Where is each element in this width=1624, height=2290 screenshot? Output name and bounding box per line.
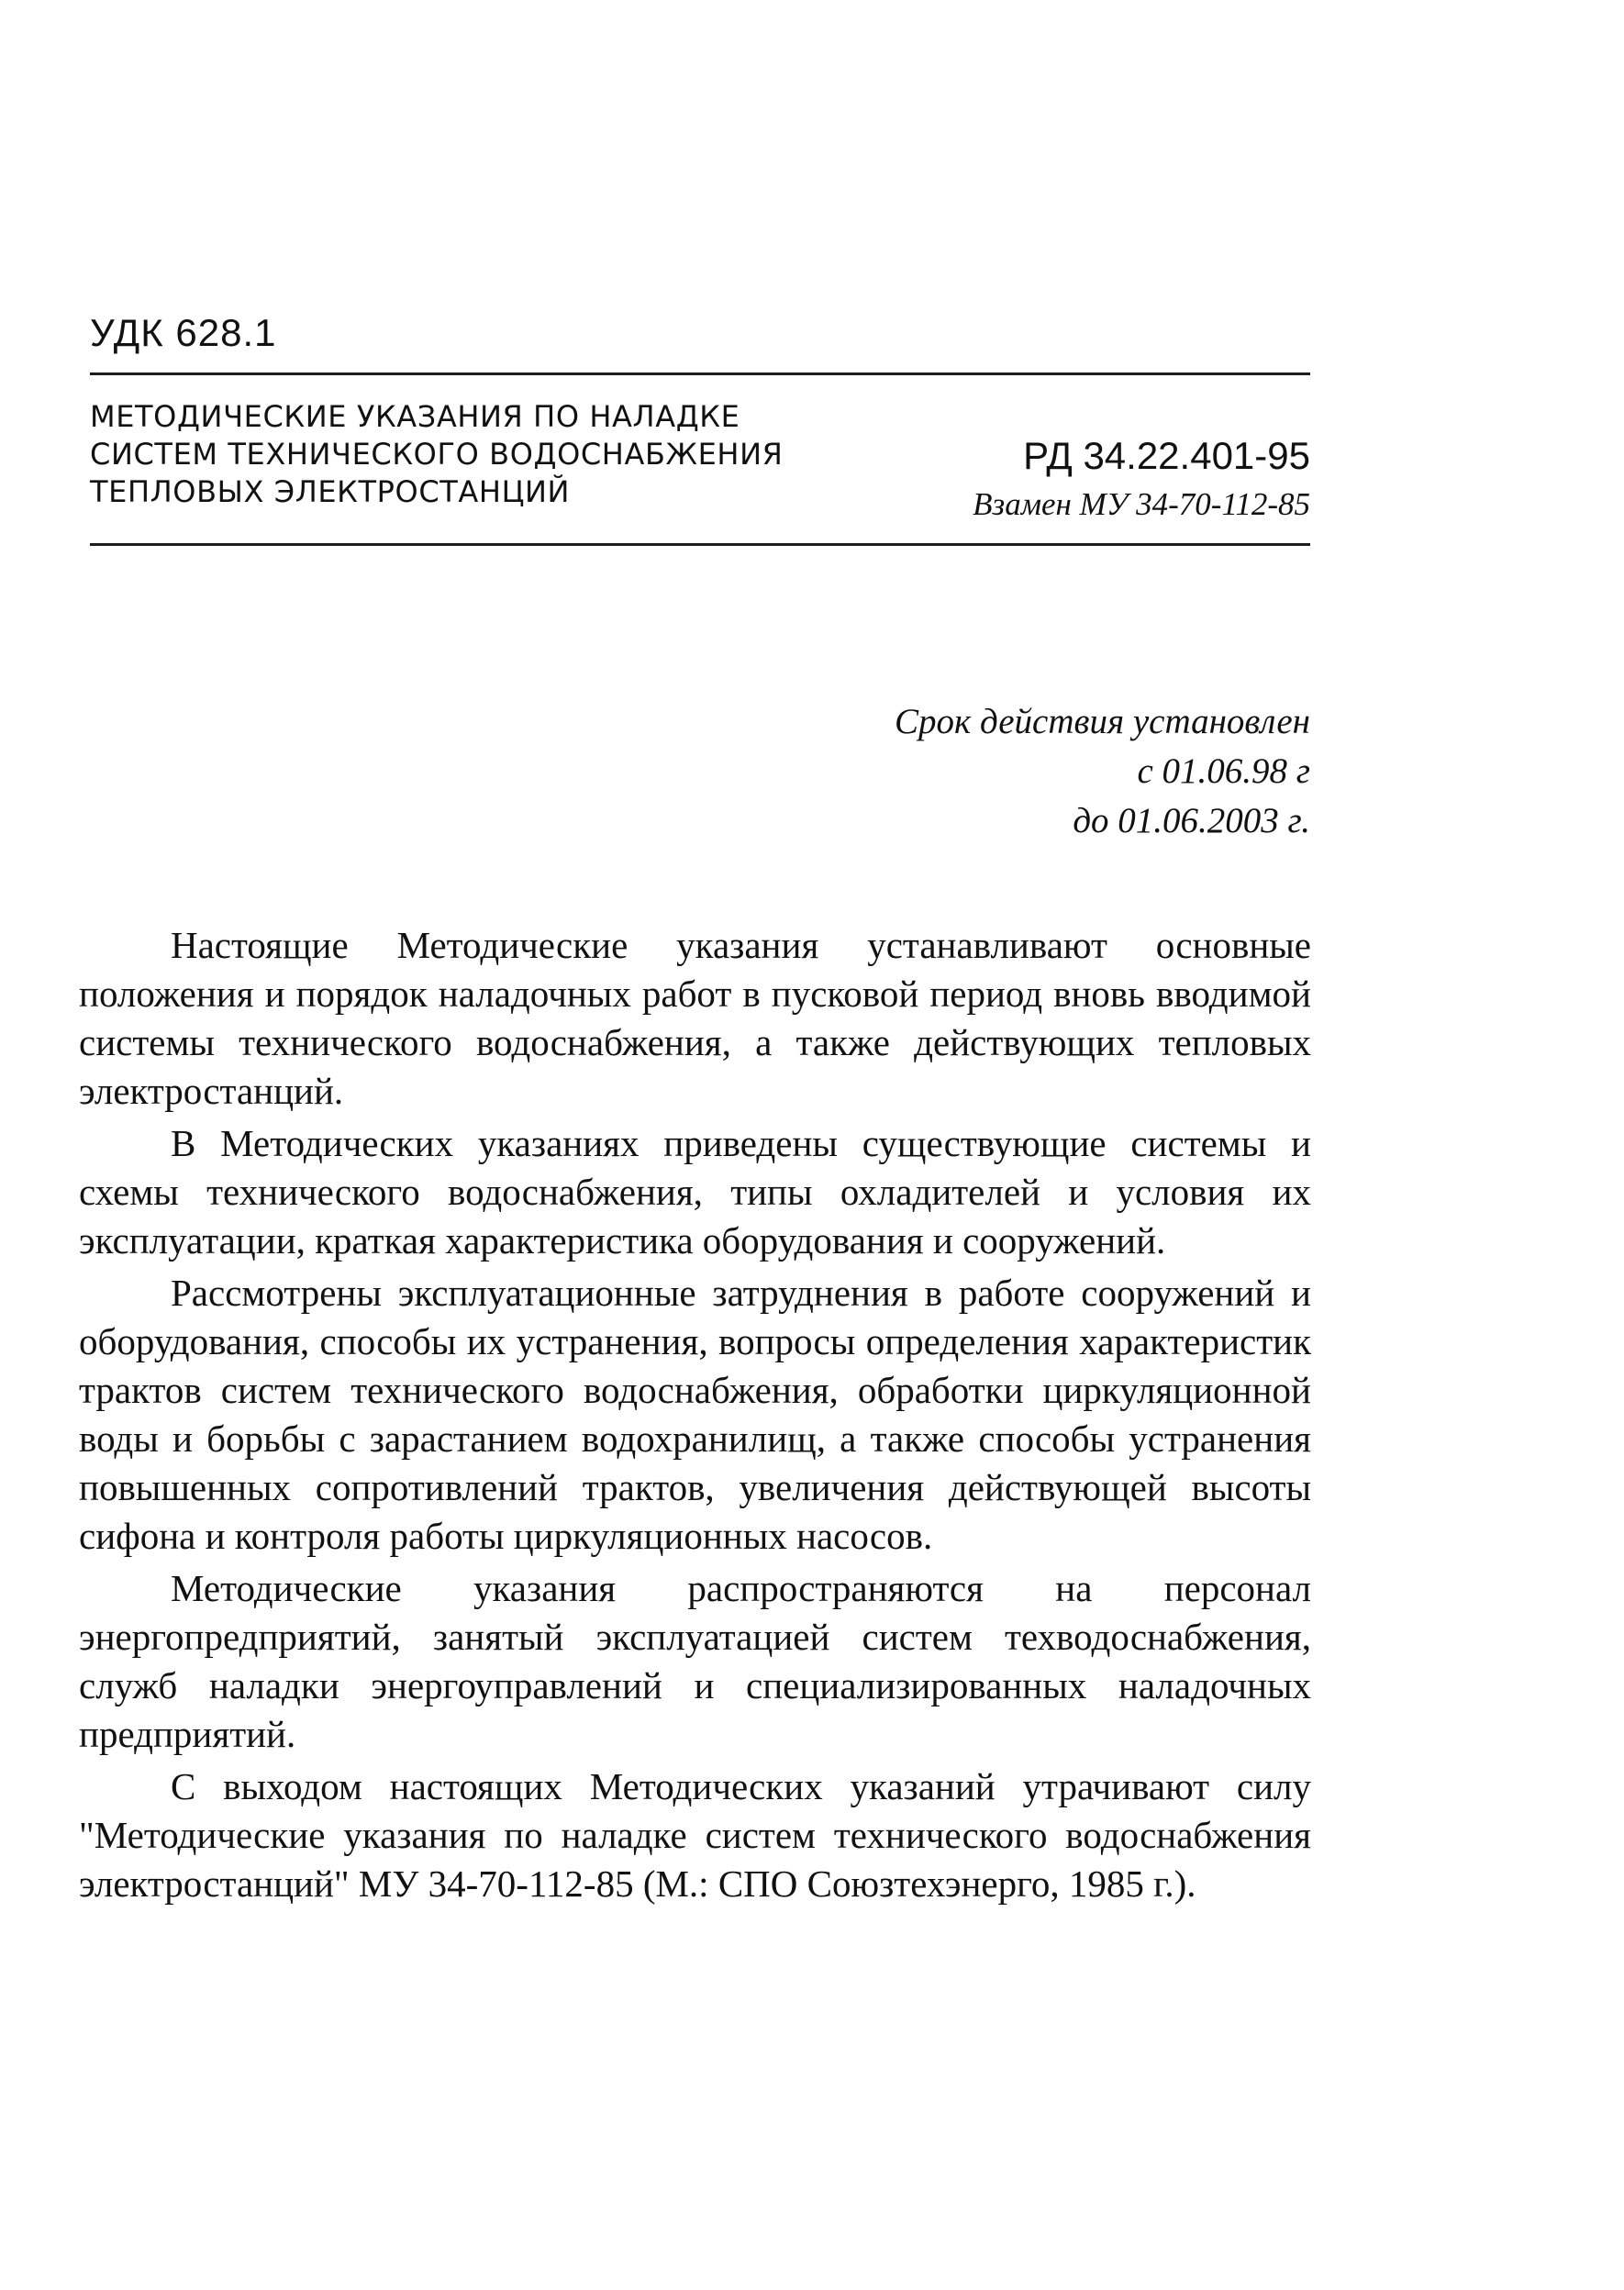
replaces-note: Взамен МУ 34-70-112-85: [973, 486, 1310, 522]
validity-end-date: до 01.06.2003 г.: [1073, 801, 1310, 840]
body-text: [79, 921, 1311, 1912]
validity-start-date: с 01.06.98 г: [1137, 751, 1310, 791]
body-paragraph: Рассмотрены эксплуатационные затруднения в работе сооружений и оборудования, способы их устранения, вопросы определения характеристик трактов систем технического водоснабжения, обработки циркуляционной воды и борьбы с зарастанием водохранилищ, а также способы устранения повышенных сопротивлений трактов, увеличения действующей высоты сифона и контроля работы циркуляционных насосов.: [79, 1272, 1311, 1557]
body-paragraph: Методические указания распространяются на персонал энергопредприятий, занятый эксплуатацией систем техводоснабжения, служб наладки энергоуправлений и специализированных наладочных предприятий.: [79, 1567, 1311, 1755]
body-paragraph: С выходом настоящих Методических указаний утрачивают силу "Методические указания по наладке систем технического водоснабжения электростанций" МУ 34-70-112-85 (М.: СПО Союзтехэнерго, 1985 г.).: [79, 1765, 1311, 1905]
title-line: СИСТЕМ ТЕХНИЧЕСКОГО ВОДОСНАБЖЕНИЯ: [90, 437, 784, 472]
body-paragraph: Настоящие Методические указания устанавливают основные положения и порядок наладочных работ в пусковой период вновь вводимой системы технического водоснабжения, а также действующих тепловых электростанций.: [79, 924, 1311, 1112]
rd-code: РД 34.22.401-95: [1023, 434, 1310, 477]
title-line: МЕТОДИЧЕСКИЕ УКАЗАНИЯ ПО НАЛАДКЕ: [90, 399, 740, 434]
validity-line: Срок действия установлен: [895, 702, 1310, 741]
title-line: ТЕПЛОВЫХ ЭЛЕКТРОСТАНЦИЙ: [90, 474, 571, 509]
udk-code: УДК 628.1: [90, 311, 277, 354]
header-top-rule: [90, 372, 1310, 375]
header-bottom-rule: [90, 543, 1310, 546]
document-title: [90, 398, 916, 511]
body-paragraph: В Методических указаниях приведены существующие системы и схемы технического водоснабжения, типы охладителей и условия их эксплуатации, краткая характеристика оборудования и сооружений.: [79, 1122, 1311, 1262]
validity-period: [895, 697, 1310, 846]
